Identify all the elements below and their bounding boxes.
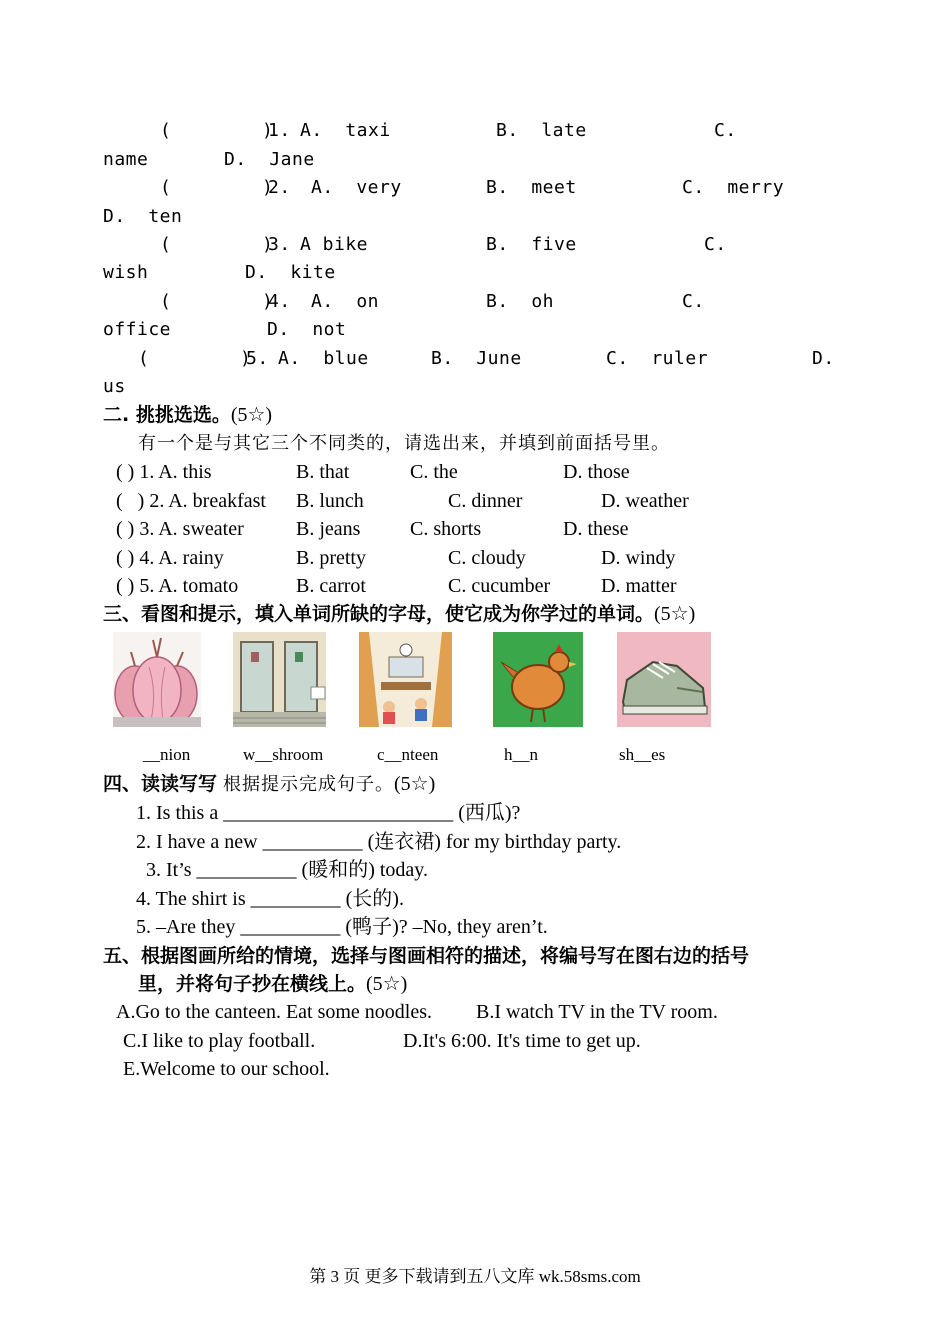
part1-item2-bracket: ( ) bbox=[160, 177, 274, 198]
part2-q1: ( ) 1. A. this bbox=[116, 461, 212, 483]
part2-q4: ( ) 4. A. rainy bbox=[116, 547, 224, 569]
part1-item3-d: D. kite bbox=[245, 262, 336, 283]
part1-item2-a: A. very bbox=[311, 177, 402, 198]
part1-item3-a: A bike bbox=[300, 234, 369, 255]
part5-title-line2: 里，并将句子抄在横线上。(5☆) bbox=[138, 973, 408, 995]
part1-item5-d-word: us bbox=[103, 376, 126, 397]
part4-sentence-4: 4. The shirt is _________ (长的). bbox=[136, 888, 404, 910]
part2-q5-c: C. cucumber bbox=[448, 575, 551, 597]
part4-sentence-2: 2. I have a new __________ (连衣裙) for my birthday party. bbox=[136, 831, 622, 853]
part2-q2-d: D. weather bbox=[601, 490, 689, 512]
part4-title: 四、读读写写 根据提示完成句子。(5☆) bbox=[103, 773, 436, 795]
hen-picture bbox=[493, 632, 583, 727]
part5-option-a: A.Go to the canteen. Eat some noodles. bbox=[116, 1001, 433, 1023]
part1-item1-c: C. bbox=[714, 120, 737, 141]
part1-item5-b: B. June bbox=[431, 348, 522, 369]
part2-q5-b: B. carrot bbox=[296, 575, 366, 597]
page-footer: 第 3 页 更多下载请到五八文库 wk.58sms.com bbox=[309, 1267, 641, 1286]
part2-q1-b: B. that bbox=[296, 461, 350, 483]
part1-item3-c: C. bbox=[704, 234, 727, 255]
part2-title: 二. 挑挑选选。(5☆) bbox=[103, 404, 273, 426]
part4-sentence-5: 5. –Are they __________ (鸭子)? –No, they aren’t. bbox=[136, 916, 548, 938]
part1-item5-c: C. ruler bbox=[606, 348, 709, 369]
part5-option-c: C.I like to play football. bbox=[123, 1030, 316, 1052]
canteen-caption: c__nteen bbox=[377, 745, 439, 764]
part2-instruction: 有一个是与其它三个不同类的，请选出来，并填到前面括号里。 bbox=[138, 433, 670, 454]
part1-item3-num: 3. bbox=[268, 234, 291, 255]
washroom-caption: w__shroom bbox=[243, 745, 324, 764]
part2-q4-c: C. cloudy bbox=[448, 547, 526, 569]
washroom-picture bbox=[233, 632, 326, 727]
part1-item3-b: B. five bbox=[486, 234, 577, 255]
part1-item2-c: C. merry bbox=[682, 177, 785, 198]
onion-picture bbox=[113, 632, 201, 727]
part1-item1-c-word: name bbox=[103, 149, 149, 170]
part2-q2-b: B. lunch bbox=[296, 490, 364, 512]
part5-option-d: D.It's 6:00. It's time to get up. bbox=[403, 1030, 641, 1052]
part2-q3: ( ) 3. A. sweater bbox=[116, 518, 244, 540]
part2-q5: ( ) 5. A. tomato bbox=[116, 575, 239, 597]
part1-item3-bracket: ( ) bbox=[160, 234, 274, 255]
part1-item2-d: D. ten bbox=[103, 206, 183, 227]
canteen-picture bbox=[359, 632, 452, 727]
part5-option-e: E.Welcome to our school. bbox=[123, 1058, 330, 1080]
part1-item4-num: 4. bbox=[268, 291, 291, 312]
part1-item4-bracket: ( ) bbox=[160, 291, 274, 312]
part2-q4-b: B. pretty bbox=[296, 547, 366, 569]
part4-sentence-3: 3. It’s __________ (暖和的) today. bbox=[146, 859, 429, 881]
part1-item5-a: A. blue bbox=[278, 348, 369, 369]
part1-item5-num: 5. bbox=[246, 348, 269, 369]
hen-caption: h__n bbox=[504, 745, 538, 764]
part1-item2-b: B. meet bbox=[486, 177, 577, 198]
part5-title-line1: 五、根据图画所给的情境，选择与图画相符的描述，将编号写在图右边的括号 bbox=[103, 945, 750, 967]
part3-title: 三、看图和提示，填入单词所缺的字母，使它成为你学过的单词。(5☆) bbox=[103, 603, 696, 625]
shoes-caption: sh__es bbox=[619, 745, 666, 764]
part1-item1-b: B. late bbox=[496, 120, 587, 141]
part1-item1-num: 1. bbox=[268, 120, 291, 141]
part1-item1-a: A. taxi bbox=[300, 120, 391, 141]
part2-q4-d: D. windy bbox=[601, 547, 676, 569]
part1-item2-num: 2. bbox=[268, 177, 291, 198]
part1-item4-a: A. on bbox=[311, 291, 380, 312]
part1-item4-c-word: office bbox=[103, 319, 172, 340]
part1-item4-b: B. oh bbox=[486, 291, 555, 312]
part2-q2-c: C. dinner bbox=[448, 490, 523, 512]
part1-item4-c: C. bbox=[682, 291, 705, 312]
part2-q3-c: C. shorts bbox=[410, 518, 482, 540]
part2-q5-d: D. matter bbox=[601, 575, 677, 597]
part5-option-b: B.I watch TV in the TV room. bbox=[476, 1001, 718, 1023]
onion-caption: __nion bbox=[143, 745, 191, 764]
shoes-picture bbox=[617, 632, 711, 727]
part1-item1-bracket: ( ) bbox=[160, 120, 274, 141]
part2-q1-d: D. those bbox=[563, 461, 630, 483]
part1-item1-d: D. Jane bbox=[224, 149, 315, 170]
part2-q3-d: D. these bbox=[563, 518, 629, 540]
part1-item5-bracket: ( ) bbox=[138, 348, 252, 369]
part2-q3-b: B. jeans bbox=[296, 518, 361, 540]
part2-q1-c: C. the bbox=[410, 461, 458, 483]
part2-q2: ( ) 2. A. breakfast bbox=[116, 490, 266, 512]
part1-item4-d: D. not bbox=[267, 319, 347, 340]
part4-sentence-1: 1. Is this a _______________________ (西瓜)? bbox=[136, 802, 521, 824]
part1-item5-d: D. bbox=[812, 348, 835, 369]
part1-item3-c-word: wish bbox=[103, 262, 149, 283]
